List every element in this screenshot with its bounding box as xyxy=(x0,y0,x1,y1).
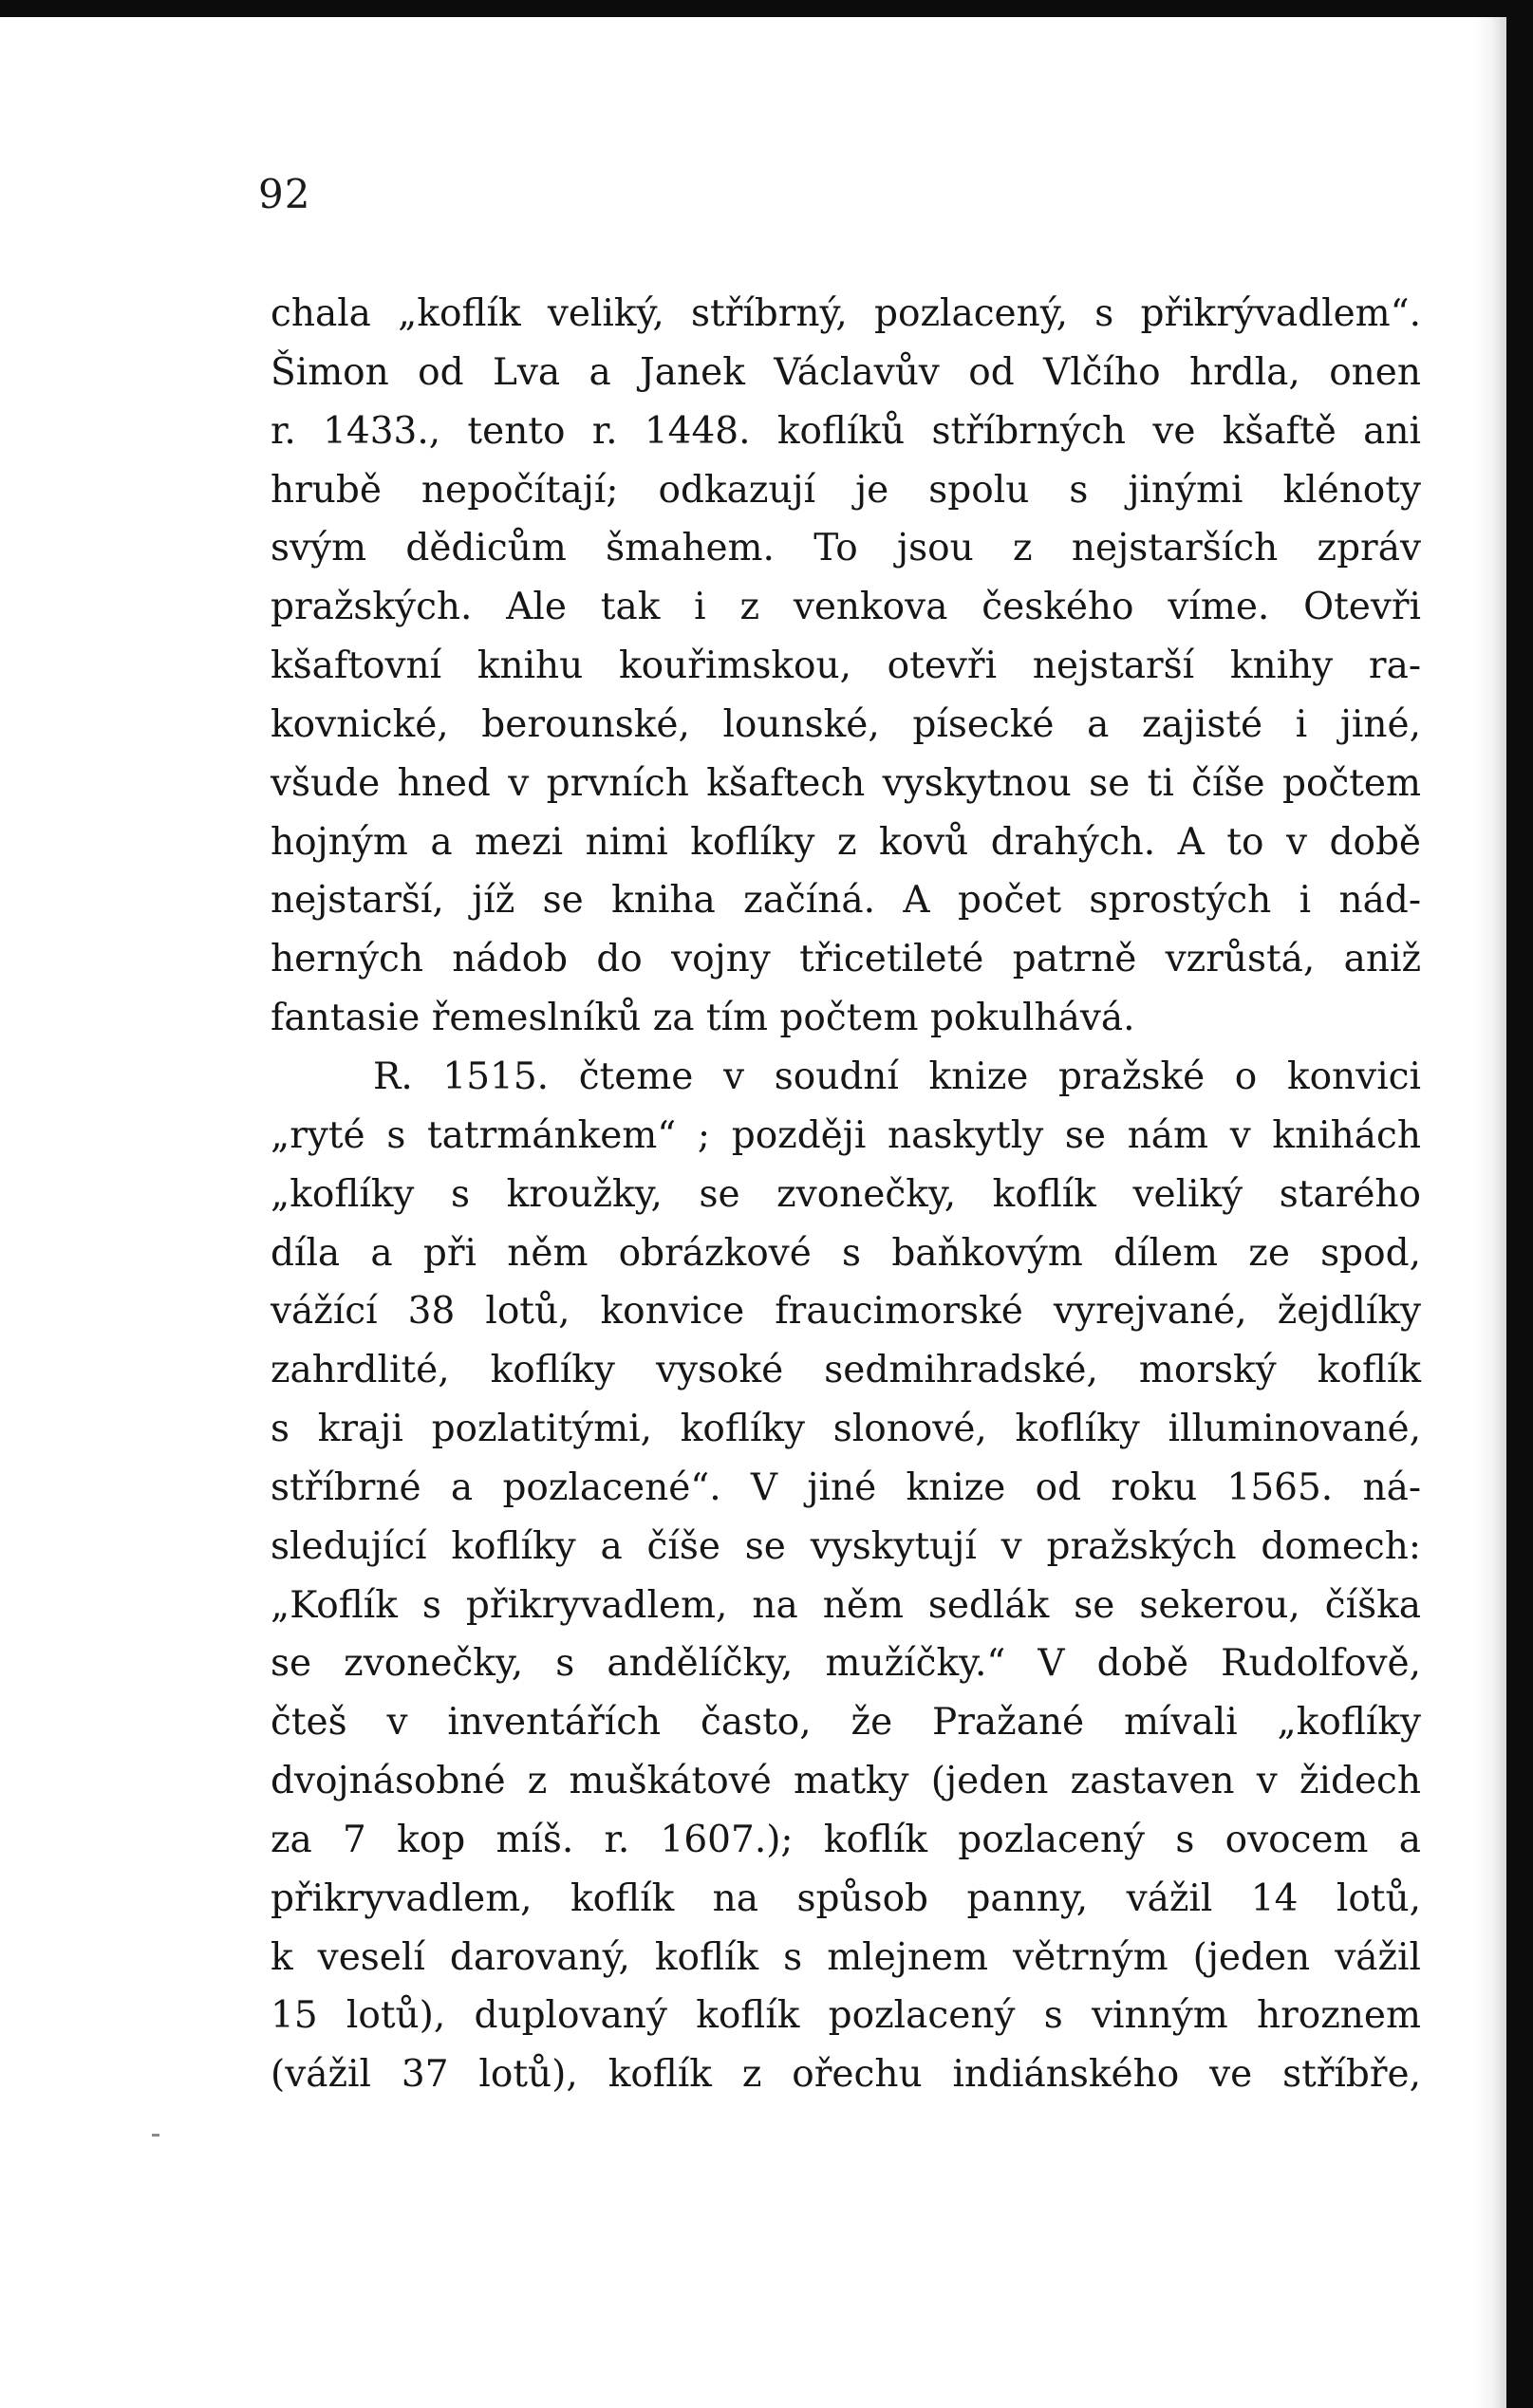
text-line: hojným a mezi nimi koflíky z kovů drahých. A to v době xyxy=(271,820,1421,864)
text-line: k veselí darovaný, koflík s mlejnem větrným (jeden vážil xyxy=(271,1935,1421,1979)
body-text xyxy=(271,285,1421,2104)
text-line: pražských. Ale tak i z venkova českého víme. Otevři xyxy=(271,586,1421,629)
text-line: kovnické, berounské, lounské, písecké a zajisté i jiné, xyxy=(271,702,1421,746)
text-line: přikryvadlem, koflík na spůsob panny, vážil 14 lotů, xyxy=(271,1876,1421,1920)
text-line: s kraji pozlatitými, koflíky slonové, koflíky illuminované, xyxy=(271,1408,1421,1451)
text-line: zahrdlité, koflíky vysoké sedmihradské, morský koflík xyxy=(271,1349,1421,1392)
text-line: všude hned v prvních kšaftech vyskytnou se ti číše počtem xyxy=(271,761,1421,805)
text-line: stříbrné a pozlacené“. V jiné knize od roku 1565. ná- xyxy=(271,1465,1421,1509)
text-line: nejstarší, jíž se kniha začíná. A počet sprostých i nád- xyxy=(271,879,1421,923)
text-line: 15 lotů), duplovaný koflík pozlacený s vinným hroznem xyxy=(271,1994,1421,2038)
text-line: čteš v inventářích často, že Pražané mívali „koflíky xyxy=(271,1701,1421,1745)
text-line: kšaftovní knihu kouřimskou, otevři nejstarší knihy ra- xyxy=(271,644,1421,688)
text-line-paragraph-end: fantasie řemeslníků za tím počtem pokulhává. xyxy=(271,997,1135,1040)
text-line: hrubě nepočítají; odkazují je spolu s jinými klénoty xyxy=(271,468,1421,512)
page-number: 92 xyxy=(258,171,311,217)
text-line: (vážil 37 lotů), koflík z ořechu indiánského ve stříbře, xyxy=(271,2053,1421,2097)
text-line: chala „koflík veliký, stříbrný, pozlacený, s přikrývadlem“. xyxy=(271,292,1421,335)
text-line: herných nádob do vojny třicetileté patrně vzrůstá, aniž xyxy=(271,938,1421,981)
text-line: dvojnásobné z muškátové matky (jeden zastaven v židech xyxy=(271,1760,1421,1803)
text-line: „ryté s tatrmánkem“ ; později naskytly se nám v knihách xyxy=(271,1113,1421,1157)
text-line-paragraph-start: R. 1515. čteme v soudní knize pražské o konvici xyxy=(373,1055,1421,1098)
page-edge-shadow xyxy=(1474,17,1506,2408)
text-line: r. 1433., tento r. 1448. koflíků stříbrných ve kšaftě ani xyxy=(271,409,1421,453)
margin-mark xyxy=(152,2134,159,2137)
text-line: vážící 38 lotů, konvice fraucimorské vyrejvané, žejdlíky xyxy=(271,1290,1421,1334)
text-line: „koflíky s kroužky, se zvonečky, koflík veliký starého xyxy=(271,1172,1421,1216)
text-line: Šimon od Lva a Janek Václavův od Vlčího hrdla, onen xyxy=(271,350,1421,394)
text-line: se zvonečky, s andělíčky, mužíčky.“ V době Rudolfově, xyxy=(271,1642,1421,1686)
text-line: za 7 kop míš. r. 1607.); koflík pozlacený s ovocem a xyxy=(271,1818,1421,1861)
text-line: sledující koflíky a číše se vyskytují v pražských domech: xyxy=(271,1524,1421,1568)
text-line: svým dědicům šmahem. To jsou z nejstarších zpráv xyxy=(271,527,1421,570)
text-line: díla a při něm obrázkové s baňkovým dílem ze spod, xyxy=(271,1231,1421,1275)
text-line: „Koflík s přikryvadlem, na něm sedlák se sekerou, číška xyxy=(271,1583,1421,1627)
